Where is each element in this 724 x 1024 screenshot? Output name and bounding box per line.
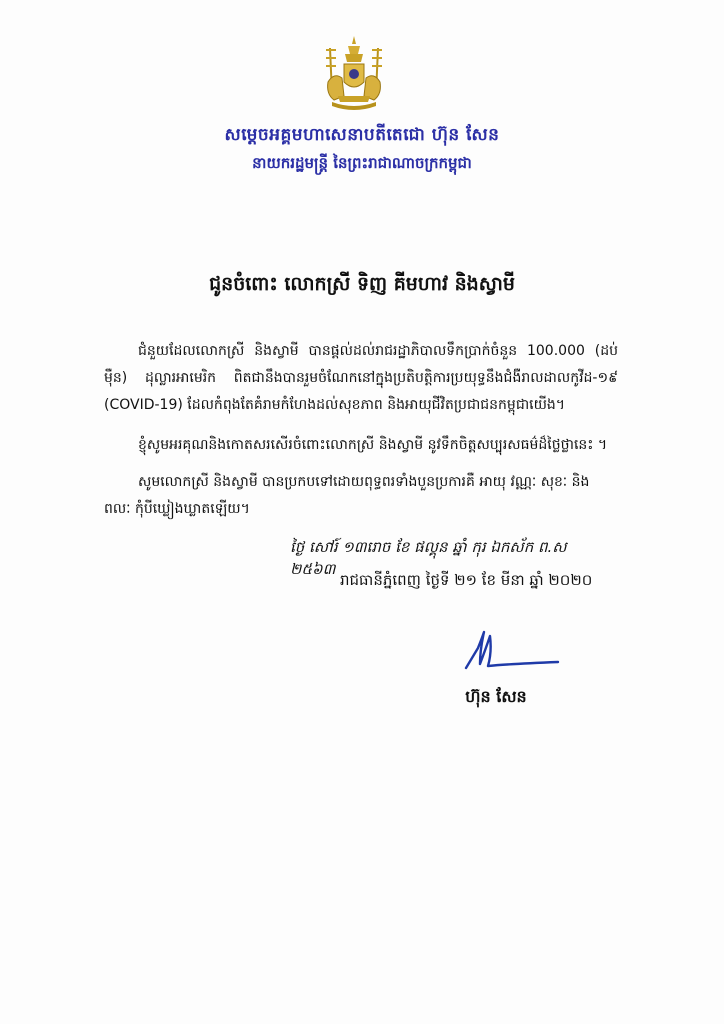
place-and-date: រាជធានីភ្នំពេញ ថ្ងៃទី ២១ ខែ មីនា ឆ្នាំ ២០២០ <box>340 571 593 589</box>
office-title: សម្តេចអគ្គមហាសេនាបតីតេជោ ហ៊ុន សែន <box>224 125 500 145</box>
body-paragraph-2: ខ្ញុំសូមអរគុណនិងកោតសរសើរចំពោះលោកស្រី និងស្វាមី នូវទឹកចិត្តសប្បុរសធម៌ដ៏ថ្លៃថ្លានេះ ។ <box>138 437 608 453</box>
handwritten-signature-icon <box>458 628 568 676</box>
body-paragraph-3-continued: ពលៈ កុំបីឃ្លៀងឃ្លាតឡើយ។ <box>104 501 250 517</box>
royal-coat-of-arms-icon <box>318 34 390 114</box>
signer-name: ហ៊ុន សែន <box>465 687 527 706</box>
lunar-date: ថ្ងៃ សៅរ៍ ១៣រោច ខែ ផល្គុន ឆ្នាំ កុរ ឯកស័ក ព.ស ២៥៦៣ <box>290 538 567 578</box>
office-subtitle: នាយករដ្ឋមន្ត្រី នៃព្រះរាជាណាចក្រកម្ពុជា <box>252 154 472 172</box>
recipient-line: ជូនចំពោះ លោកស្រី ទិញ គីមហាវ និងស្វាមី <box>209 273 515 295</box>
body-paragraph-3: សូមលោកស្រី និងស្វាមី បានប្រកបទៅដោយពុទ្ធពរទាំងបួនប្រការគឺ អាយុ វណ្ណៈ សុខៈ និង <box>138 474 590 490</box>
body-paragraph-1: ជំនួយដែលលោកស្រី និងស្វាមី បានផ្តល់ដល់រាជរដ្ឋាភិបាលទឹកប្រាក់ចំនួន 100.000 (ដប់ម៉ឺន) ដុល្លារអាមេរិក ពិតជានឹងបានរួមចំណែកនៅក្នុងប្រតិបត្តិការប្រយុទ្ធនឹងជំងឺរាលដាលកូវីដ-១៩ (COVID-19) ដែលកំពុងតែគំរាមកំហែងដល់សុខភាព និងអាយុជីវិតប្រជាជនកម្ពុជាយើង។ <box>104 343 618 413</box>
